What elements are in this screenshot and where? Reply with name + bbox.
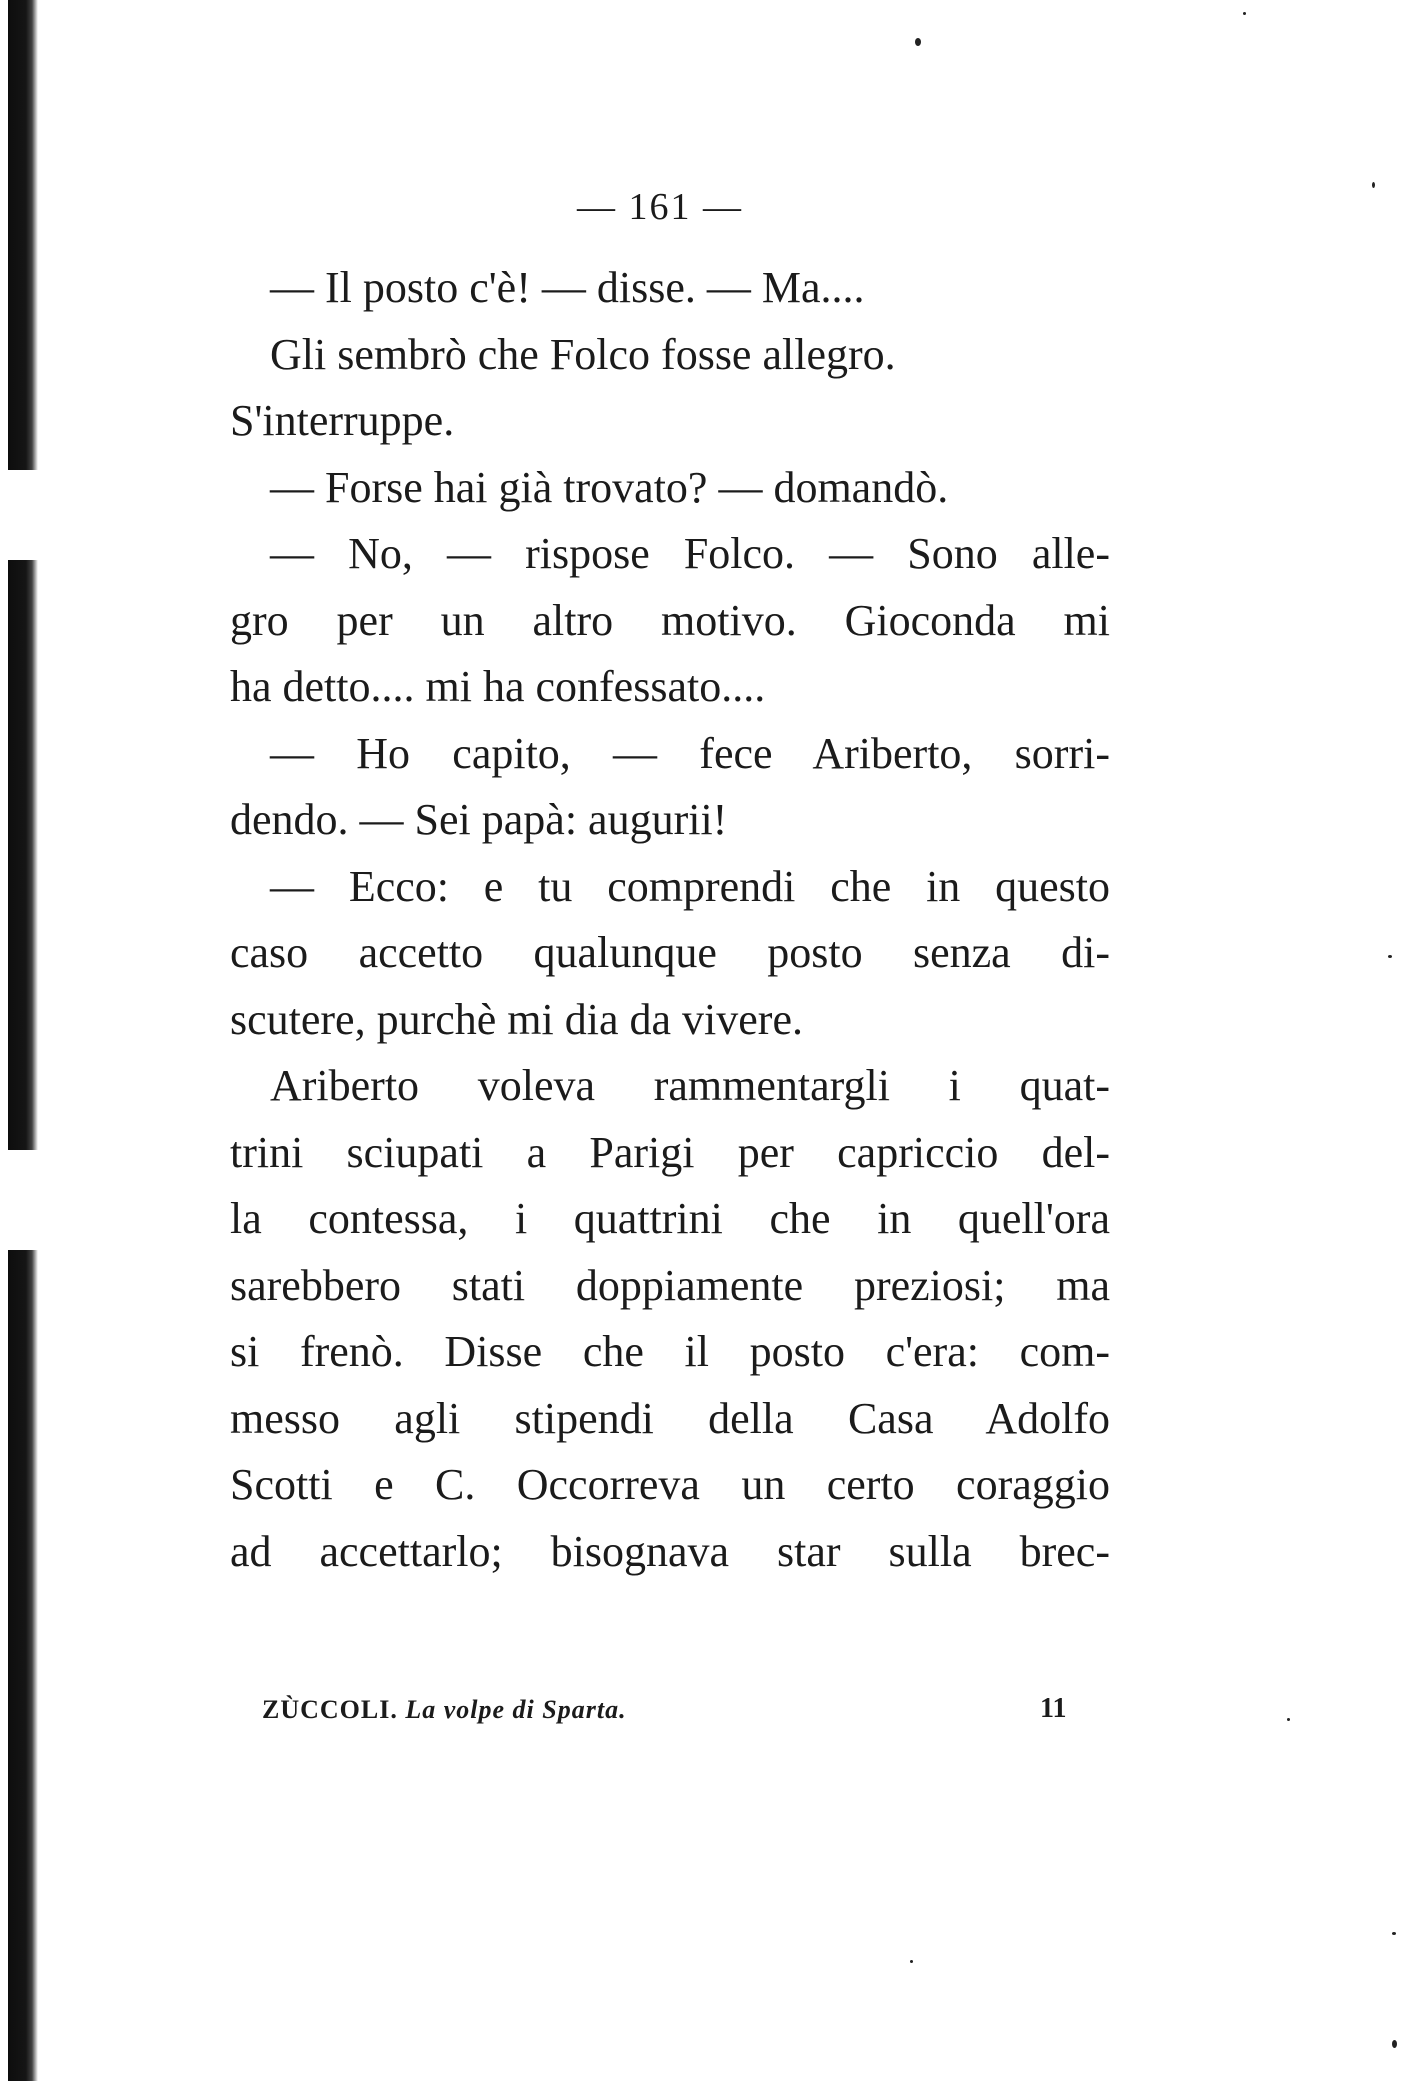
footer-signature-number: 11 (1040, 1693, 1067, 1724)
text-line: — Forse hai già trovato? — domandò. (270, 462, 949, 512)
text-line: ha detto.... mi ha confessato.... (230, 662, 766, 711)
ink-speck (1243, 12, 1246, 15)
footer-author: ZÙCCOLI. (262, 1695, 398, 1724)
text-line: scutere, purchè mi dia da vivere. (230, 994, 803, 1044)
text-line: caso accetto qualunque posto senza di- (230, 928, 1110, 977)
text-line: — Il posto c'è! — disse. — Ma.... (270, 263, 865, 312)
ink-speck (1372, 182, 1375, 188)
footer-signature-line (262, 1695, 627, 1725)
text-line: Ariberto voleva rammentargli i quat- (270, 1061, 1110, 1110)
ink-speck (1388, 955, 1392, 958)
text-line: gro per un altro motivo. Gioconda mi (230, 595, 1110, 645)
text-line: dendo. — Sei papà: augurii! (230, 795, 728, 844)
text-line: S'interruppe. (230, 396, 455, 445)
text-line: — No, — rispose Folco. — Sono alle- (270, 529, 1110, 578)
ink-speck (915, 38, 921, 46)
page-number: — 161 — (577, 186, 743, 228)
footer-title: La volpe di Sparta. (405, 1695, 627, 1724)
text-line: si frenò. Disse che il posto c'era: com- (230, 1327, 1110, 1376)
text-line: Gli sembrò che Folco fosse allegro. (270, 329, 896, 379)
ink-speck (910, 1960, 913, 1963)
text-line: trini sciupati a Parigi per capriccio del- (230, 1127, 1110, 1177)
body-text (230, 255, 1110, 1585)
ink-speck (1392, 1932, 1396, 1935)
text-line: Scotti e C. Occorreva un certo coraggio (230, 1460, 1110, 1509)
ink-speck (1287, 1718, 1290, 1721)
text-line: — Ecco: e tu comprendi che in questo (270, 861, 1110, 911)
text-line: sarebbero stati doppiamente preziosi; ma (230, 1260, 1110, 1310)
binding-gap (8, 1150, 38, 1250)
text-line: la contessa, i quattrini che in quell'ora (230, 1194, 1110, 1243)
binding-gap (8, 470, 38, 560)
binding-shadow (8, 0, 38, 2081)
text-line: — Ho capito, — fece Ariberto, sorri- (270, 728, 1110, 778)
ink-speck (1392, 2040, 1397, 2048)
text-line: messo agli stipendi della Casa Adolfo (230, 1393, 1110, 1443)
text-line: ad accettarlo; bisognava star sulla brec- (230, 1526, 1110, 1576)
